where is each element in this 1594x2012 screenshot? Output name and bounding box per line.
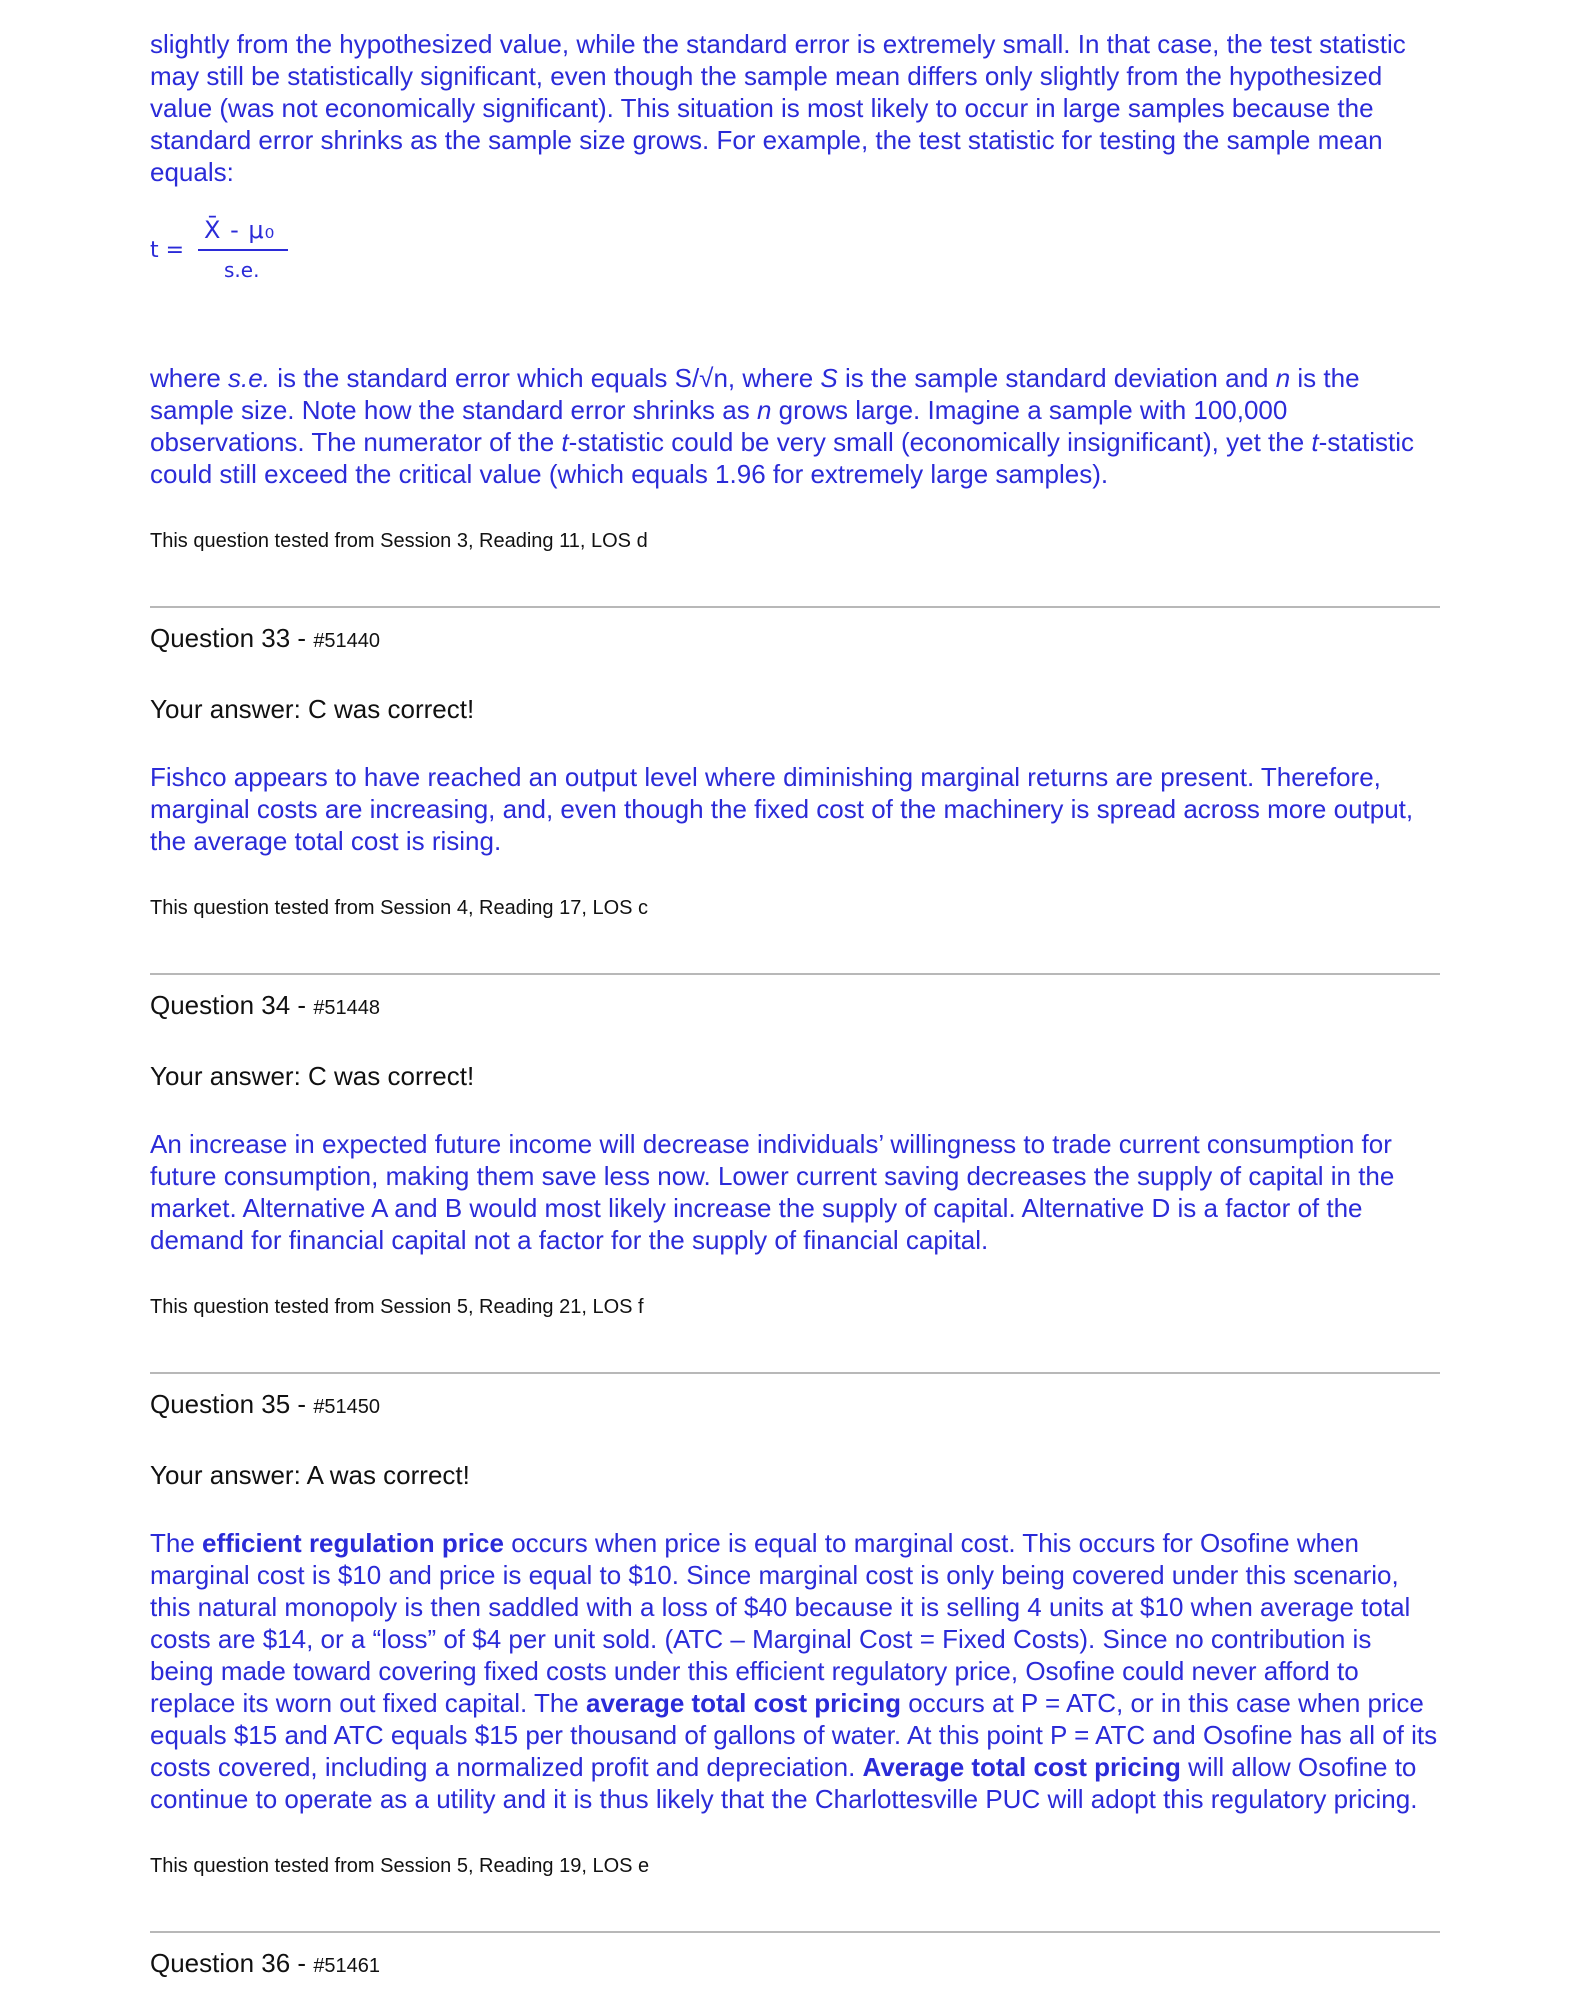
formula-lhs: t = [150, 238, 185, 263]
section-divider [150, 606, 1440, 608]
question-heading: Question 36 - #51461 [150, 1948, 381, 1978]
section-divider [150, 973, 1440, 975]
document-page [150, 28, 1440, 1982]
tested-note: This question tested from Session 3, Reading 11, LOS d [150, 530, 648, 552]
intro-paragraph: slightly from the hypothesized value, while the standard error is extremely small. In that case, the test statistic may still be statistically significant, even though the sample mean differs only slightly from the hypothesized value (was not economically significant). This situation is most likely to occur in large samples because the standard error shrinks as the sample size grows. For example, the test statistic for testing the sample mean equals: [150, 29, 1406, 187]
tested-note: This question tested from Session 5, Reading 21, LOS f [150, 1296, 644, 1318]
t-statistic-formula [150, 216, 1440, 316]
fraction-bar [198, 249, 288, 251]
formula-denominator: s.e. [224, 258, 260, 282]
tested-note: This question tested from Session 4, Reading 17, LOS c [150, 897, 649, 919]
question-heading: Question 34 - #51448 [150, 990, 381, 1020]
question-heading: Question 33 - #51440 [150, 623, 381, 653]
question-heading: Question 35 - #51450 [150, 1389, 381, 1419]
explanation-paragraph: Fishco appears to have reached an output level where diminishing marginal returns are present. Therefore, marginal costs are increasing, and, even though the fixed cost of the machinery is spread across more output, the average total cost is rising. [150, 762, 1414, 856]
formula-numerator: X̄ - μ₀ [204, 216, 276, 244]
section-divider [150, 1931, 1440, 1933]
answer-status: Your answer: A was correct! [150, 1460, 470, 1490]
section-divider [150, 1372, 1440, 1374]
explanation-paragraph: An increase in expected future income will decrease individuals’ willingness to trade current consumption for future consumption, making them save less now. Lower current saving decreases the supply of capital in the market. Alternative A and B would most likely increase the supply of capital. Alternative D is a factor of the demand for financial capital not a factor for the supply of financial capital. [150, 1129, 1395, 1255]
explanation-paragraph: The efficient regulation price occurs when price is equal to marginal cost. This occurs for Osofine when marginal cost is $10 and price is equal to $10. Since marginal cost is only being covered under this scenario, this natural monopoly is then saddled with a loss of $40 because it is selling 4 units at $10 when average total costs are $14, or a “loss” of $4 per unit sold. (ATC – Marginal Cost = Fixed Costs). Since no contribution is being made toward covering fixed costs under this efficient regulatory price, Osofine could never afford to replace its worn out fixed capital. The average total cost pricing occurs at P = ATC, or in this case when price equals $15 and ATC equals $15 per thousand of gallons of water. At this point P = ATC and Osofine has all of its costs covered, including a normalized profit and depreciation. Average total cost pricing will allow Osofine to continue to operate as a utility and it is thus likely that the Charlottesville PUC will adopt this regulatory pricing. [150, 1528, 1438, 1814]
standard-error-paragraph: where s.e. is the standard error which equals S/√n, where S is the sample standard deviation and n is the sample size. Note how the standard error shrinks as n grows large. Imagine a sample with 100,000 observations. The numerator of the t-statistic could be very small (economically insignificant), yet the t-statistic could still exceed the critical value (which equals 1.96 for extremely large samples). [150, 363, 1414, 489]
answer-status: Your answer: C was correct! [150, 1061, 475, 1091]
tested-note: This question tested from Session 5, Reading 19, LOS e [150, 1855, 650, 1877]
answer-status: Your answer: C was correct! [150, 694, 475, 724]
